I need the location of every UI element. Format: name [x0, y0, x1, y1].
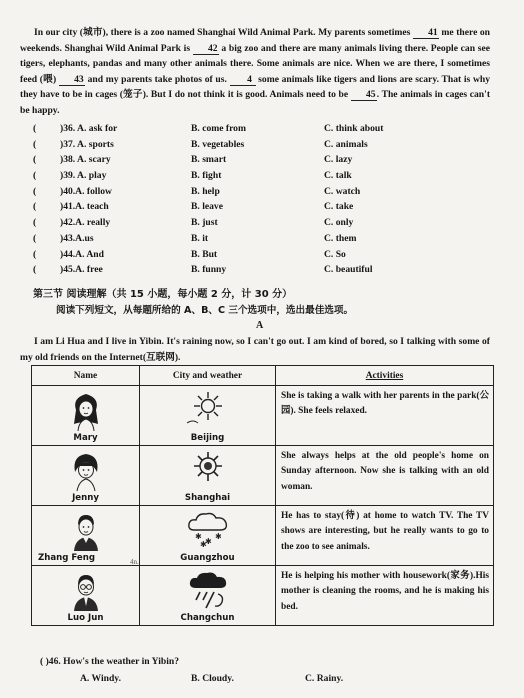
blank-42: 42 — [193, 43, 219, 55]
passage-text: me there on weekends. Shanghai Wild Animal Park is — [20, 27, 490, 54]
name-cell — [32, 566, 140, 626]
girl-portrait-icon — [69, 450, 103, 492]
answer-paren: ( — [33, 185, 37, 197]
snowy-cloud-icon — [186, 510, 230, 548]
option-b: B. come from — [191, 123, 246, 134]
city-weather-cell — [140, 386, 276, 446]
person-name: Luo Jun — [67, 613, 104, 623]
option-a: )36. A. ask for — [60, 123, 118, 134]
section-instructions: 阅读下列短文，从每题所给的 A、B、C 三个选项中，选出最佳选项。 — [56, 305, 354, 316]
activity-cell: He is helping his mother with housework(家务).His mother is cleaning the rooms, and he is making his bed. — [276, 566, 494, 626]
option-row — [33, 170, 503, 186]
answer-paren: ( — [33, 232, 37, 244]
city-name: Shanghai — [184, 493, 231, 503]
option-c: C. lazy — [324, 154, 353, 166]
table-header-row — [32, 366, 494, 386]
activity-cell: He has to stay(待) at home to watch TV. The TV shows are interesting, but he really wants to go to the zoo to see animals. — [276, 506, 494, 566]
city-weather-cell — [140, 566, 276, 626]
boy-with-glasses-portrait-icon — [69, 570, 103, 612]
option-a: )40.A. follow — [60, 185, 112, 197]
table-row — [32, 506, 494, 566]
option-row — [33, 217, 503, 233]
table-row — [32, 566, 494, 626]
passage-text: some animals like tigers and lions are scary. That is why they have to be in cages (笼子). But I do not think it is good. Animals need to be — [20, 73, 491, 101]
option-row — [33, 123, 503, 139]
windy-rain-icon — [186, 570, 230, 610]
svg-text:✱: ✱ — [204, 537, 212, 546]
passage-text: and my parents take photos of us. — [84, 73, 230, 85]
activity-cell: She always helps at the old people's home on Sunday afternoon. Now she is talking with an old woman. — [276, 446, 494, 506]
blank-41: 41 — [413, 27, 439, 39]
passage-text: a big zoo and there are many animals living there. People can see tigers, elephants, pandas and many other animals there. Some animals are nice. When we are there, I sometimes feed (喂) — [20, 42, 490, 85]
option-b: B. fight — [191, 170, 222, 182]
option-c: C. talk — [324, 170, 352, 182]
boy-portrait-icon — [69, 510, 103, 552]
option-c: C. animals — [324, 138, 368, 150]
answer-paren: ( — [33, 201, 37, 213]
option-row — [33, 154, 503, 170]
header-name: Name — [32, 366, 140, 386]
option-row — [33, 264, 503, 280]
passage-label: A — [256, 320, 264, 331]
section-heading: 第三节 阅读理解（共 15 小题，每小题 2 分，计 30 分） — [33, 289, 293, 300]
name-cell — [32, 506, 140, 566]
option-a: )43.A.us — [60, 232, 94, 244]
option-b: B. just — [191, 217, 218, 229]
blank-43: 43 — [59, 74, 85, 86]
activity-cell: She is taking a walk with her parents in the park(公园). She feels relaxed. — [276, 386, 494, 446]
person-name: Zhang Feng — [38, 553, 96, 563]
header-activities: Activities — [276, 366, 494, 386]
option-a: )39. A. play — [60, 170, 107, 182]
answer-paren: ( — [33, 170, 37, 182]
name-cell — [32, 446, 140, 506]
sunny-icon — [185, 390, 231, 426]
svg-text:✱: ✱ — [194, 532, 202, 541]
option-a: )37. A. sports — [60, 138, 114, 150]
city-name: Changchun — [180, 613, 235, 623]
name-cell — [32, 386, 140, 446]
svg-text:✱: ✱ — [214, 532, 222, 541]
table-row — [32, 386, 494, 446]
option-b: B. smart — [191, 154, 227, 166]
city-name: Beijing — [190, 433, 225, 443]
option-c: C. only — [324, 217, 354, 229]
question-46: ( )46. How's the weather in Yibin? — [40, 656, 180, 667]
option-b: B. funny — [191, 264, 227, 276]
girl-portrait-icon — [69, 390, 103, 432]
sunny-icon — [188, 450, 228, 486]
option-b: B. But — [191, 248, 218, 260]
table-row — [32, 446, 494, 506]
blank-44: 4 — [230, 74, 256, 86]
stray-mark: 4n. — [130, 558, 139, 566]
option-c: C. think about — [324, 123, 384, 134]
option-b: B. help — [191, 185, 220, 197]
option-a: )44.A. And — [60, 248, 104, 260]
option-c: C. Rainy. — [305, 673, 344, 684]
person-name: Mary — [73, 433, 98, 443]
answer-paren: ( — [33, 217, 37, 229]
reading-intro: I am Li Hua and I live in Yibin. It's raining now, so I can't go out. I am kind of bored, so I talking with some of my old friends on the Internet(互联网). — [20, 336, 490, 363]
option-a: )38. A. scary — [60, 154, 111, 166]
answer-paren: ( — [33, 138, 37, 150]
option-b: B. leave — [191, 201, 223, 213]
option-c: C. beautiful — [324, 264, 373, 276]
city-weather-cell — [140, 446, 276, 506]
option-b: B. it — [191, 232, 209, 244]
option-row — [33, 201, 503, 217]
option-c: C. them — [324, 232, 357, 244]
header-city-weather: City and weather — [140, 366, 276, 386]
option-c: C. take — [324, 201, 354, 213]
option-row — [33, 249, 503, 265]
answer-paren: ( — [33, 264, 37, 276]
friends-table — [31, 365, 494, 626]
cloze-options — [33, 123, 503, 280]
city-name: Guangzhou — [180, 553, 235, 563]
option-b: B. Cloudy. — [191, 673, 234, 684]
option-a: )41.A. teach — [60, 201, 109, 213]
option-c: C. So — [324, 248, 346, 260]
option-a: A. Windy. — [80, 673, 121, 684]
option-row — [33, 233, 503, 249]
answer-paren: ( — [33, 123, 37, 134]
svg-text:✱: ✱ — [199, 540, 207, 548]
option-a: )45.A. free — [60, 264, 103, 276]
passage-text: . The animals in cages can't be happy. — [20, 89, 491, 116]
option-c: C. watch — [324, 185, 361, 197]
person-name: Jenny — [72, 493, 99, 503]
option-row — [33, 186, 503, 202]
answer-paren: ( — [33, 248, 37, 260]
option-row — [33, 139, 503, 155]
answer-paren: ( — [33, 154, 37, 166]
option-b: B. vegetables — [191, 138, 245, 150]
option-a: )42.A. really — [60, 217, 111, 229]
passage-text: In our city (城市), there is a zoo named Shanghai Wild Animal Park. My parents sometimes — [34, 27, 413, 38]
city-weather-cell — [140, 506, 276, 566]
cloze-passage — [20, 25, 490, 119]
blank-45: 45 — [351, 89, 377, 101]
